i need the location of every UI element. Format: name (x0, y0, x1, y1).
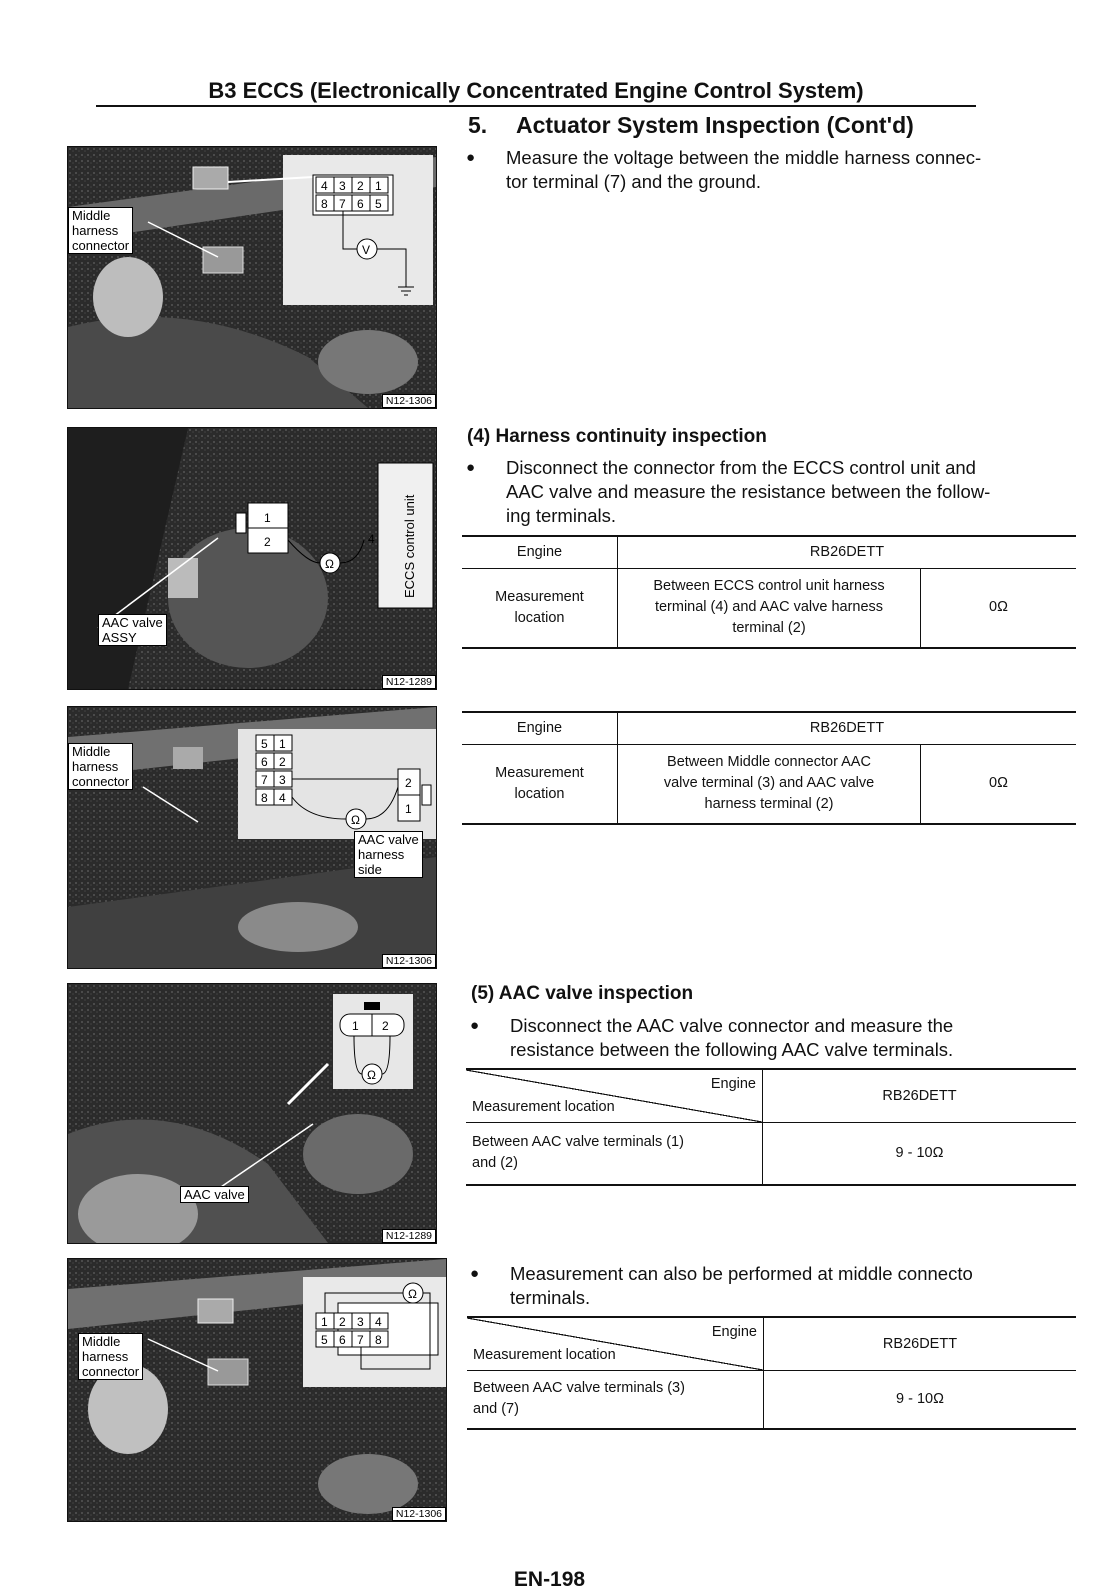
block5-table (467, 1316, 1076, 1430)
page-header: B3 ECCS (Electronically Concentrated Engine Control System) (96, 78, 976, 107)
fig1-pin-1: 1 (375, 179, 382, 193)
figure-3-photo (67, 706, 437, 969)
section-number: 5. (468, 112, 488, 138)
fig5-ohmmeter: Ω (408, 1287, 417, 1301)
fig3-ohmmeter: Ω (351, 813, 360, 827)
fig3-valve-pin-2: 2 (405, 776, 412, 790)
fig2-term-4: 4 (368, 532, 375, 546)
bullet-dot-icon: ● (466, 459, 476, 476)
fig5-pin: 2 (339, 1315, 346, 1329)
fig2-ecu-label: ECCS control unit (402, 494, 417, 598)
block5-line-2: terminals. (510, 1287, 591, 1308)
fig4-ohmmeter: Ω (367, 1068, 376, 1082)
fig1-pin-6: 6 (357, 197, 364, 211)
fig4-code: N12-1289 (382, 1229, 436, 1243)
fig4-callout: AAC valve (180, 1186, 249, 1203)
table-cell: 9 - 10Ω (763, 1123, 1077, 1185)
block4-heading: (5) AAC valve inspection (471, 983, 694, 1004)
figure-5-illustration (68, 1259, 446, 1521)
fig3-pin: 5 (261, 737, 268, 751)
fig2-code: N12-1289 (382, 675, 436, 689)
fig5-pin: 5 (321, 1333, 328, 1347)
fig3-pin: 8 (261, 791, 268, 805)
table-cell: Engine (462, 712, 618, 744)
table-cell: Measurement location (495, 588, 584, 626)
bullet-dot-icon: ● (470, 1017, 480, 1034)
bullet-dot-icon: ● (466, 149, 476, 166)
block1-line-2: tor terminal (7) and the ground. (506, 171, 762, 192)
block2-line-3: ing terminals. (506, 505, 617, 526)
table-cell: Measurement location (472, 1099, 615, 1115)
figure-2-photo (67, 427, 437, 690)
section-title (468, 112, 914, 139)
fig4-pin-1: 1 (352, 1019, 359, 1033)
fig5-code: N12-1306 (392, 1507, 446, 1521)
fig5-callout: Middle harness connector (78, 1333, 143, 1380)
block4-line-2: resistance between the following AAC valve terminals. (510, 1039, 954, 1060)
figure-4-photo (67, 983, 437, 1244)
fig5-pin: 3 (357, 1315, 364, 1329)
page-number: EN-198 (513, 1568, 586, 1591)
table-cell: Between AAC valve terminals (3) and (7) (473, 1380, 685, 1418)
table-cell: RB26DETT (764, 1317, 1077, 1371)
fig1-pin-4: 4 (321, 179, 328, 193)
fig2-callout: AAC valve ASSY (98, 614, 167, 646)
table-cell: Engine (711, 1324, 757, 1340)
table-cell: 0Ω (921, 568, 1077, 648)
table-cell: 0Ω (921, 744, 1077, 824)
fig1-pin-5: 5 (375, 197, 382, 211)
figure-1-photo (67, 146, 437, 409)
fig1-code: N12-1306 (382, 394, 436, 408)
table-cell: Between AAC valve terminals (1) and (2) (472, 1134, 684, 1172)
table-cell: Measurement location (495, 764, 584, 802)
block2-bullet (466, 456, 1076, 530)
block4-bullet (470, 1014, 1076, 1064)
block3-table (462, 711, 1076, 825)
table-cell: Measurement location (473, 1347, 616, 1363)
fig3-valve-pin-1: 1 (405, 802, 412, 816)
block2-table (462, 535, 1076, 649)
fig5-pin: 8 (375, 1333, 382, 1347)
block4-table (466, 1068, 1076, 1186)
figure-1-illustration (68, 147, 436, 408)
table-cell: Between ECCS control unit harness terminal (4) and AAC valve harness terminal (2) (618, 568, 921, 648)
table-cell: RB26DETT (618, 712, 1077, 744)
section-title-text: Actuator System Inspection (Cont'd) (516, 112, 914, 138)
block5-line-1: Measurement can also be performed at middle connecto (510, 1263, 973, 1284)
block1-bullet (466, 146, 1076, 196)
fig3-callout-valve: AAC valve harness side (354, 831, 423, 878)
fig1-pin-3: 3 (339, 179, 346, 193)
table-diagonal-header (466, 1069, 763, 1123)
fig3-pin: 7 (261, 773, 268, 787)
fig1-pin-7: 7 (339, 197, 346, 211)
fig1-voltmeter: V (362, 243, 371, 257)
block2-line-1: Disconnect the connector from the ECCS control unit and (506, 457, 976, 478)
table-cell: Between Middle connector AAC valve terminal (3) and AAC valve harness terminal (2) (618, 744, 921, 824)
fig1-pin-8: 8 (321, 197, 328, 211)
fig5-pin: 6 (339, 1333, 346, 1347)
fig1-pin-2: 2 (357, 179, 364, 193)
block4-line-1: Disconnect the AAC valve connector and measure the (510, 1015, 954, 1036)
fig3-code: N12-1306 (382, 954, 436, 968)
figure-2-illustration (68, 428, 436, 689)
table-cell: Engine (462, 536, 618, 568)
fig5-pin: 1 (321, 1315, 328, 1329)
figure-4-illustration (68, 984, 436, 1243)
fig3-callout-middle: Middle harness connector (68, 743, 133, 790)
fig2-pin-2: 2 (264, 535, 271, 549)
fig3-pin: 6 (261, 755, 268, 769)
bullet-dot-icon: ● (470, 1265, 480, 1282)
block5-bullet (470, 1262, 1076, 1312)
fig3-pin: 3 (279, 773, 286, 787)
block2-heading: (4) Harness continuity inspection (467, 426, 767, 447)
block1-line-1: Measure the voltage between the middle harness connec- (506, 147, 982, 168)
fig2-pin-1: 1 (264, 511, 271, 525)
table-cell: RB26DETT (618, 536, 1077, 568)
fig3-pin: 4 (279, 791, 286, 805)
block2-line-2: AAC valve and measure the resistance between the follow- (506, 481, 991, 502)
table-diagonal-header (467, 1317, 764, 1371)
table-cell: Engine (710, 1076, 756, 1092)
fig1-callout: Middle harness connector (68, 207, 133, 254)
fig3-pin: 1 (279, 737, 286, 751)
fig5-pin: 7 (357, 1333, 364, 1347)
fig2-ohmmeter: Ω (325, 557, 334, 571)
fig3-pin: 2 (279, 755, 286, 769)
table-cell: RB26DETT (763, 1069, 1077, 1123)
fig5-pin: 4 (375, 1315, 382, 1329)
fig4-pin-2: 2 (382, 1019, 389, 1033)
figure-5-photo (67, 1258, 447, 1522)
table-cell: 9 - 10Ω (764, 1371, 1077, 1429)
